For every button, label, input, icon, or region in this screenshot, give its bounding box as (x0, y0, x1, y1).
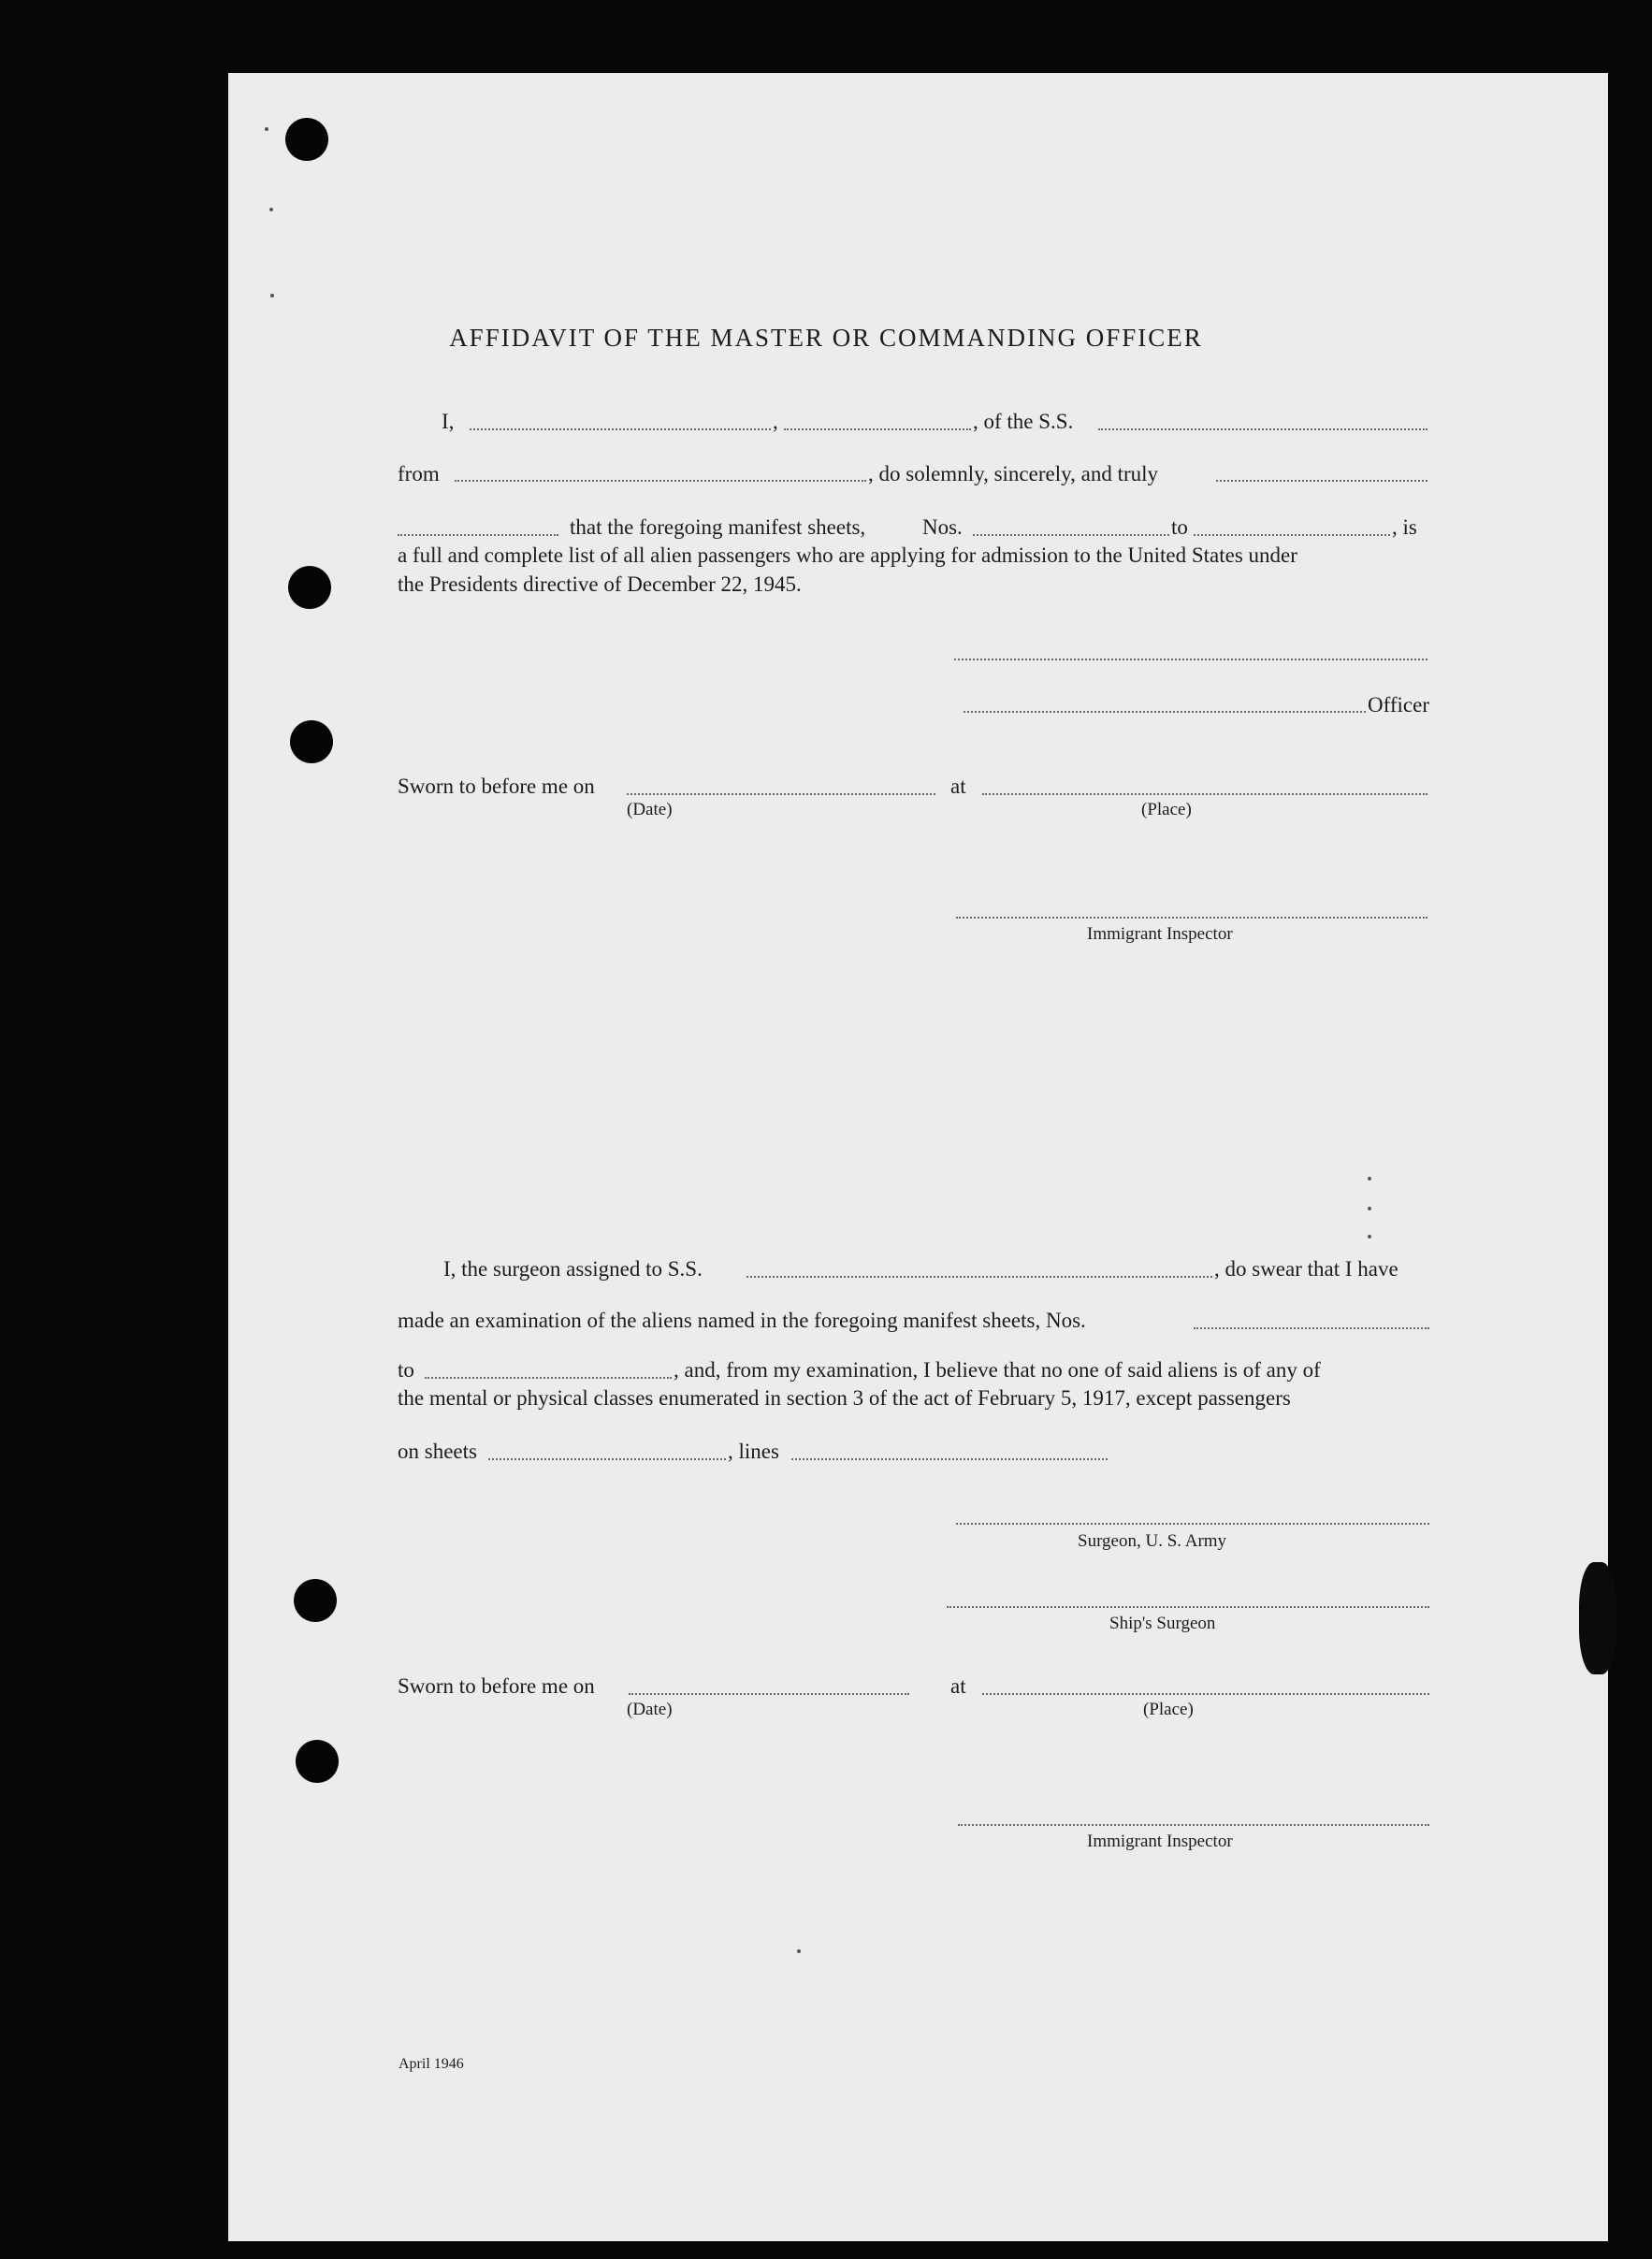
text-at-2: at (950, 1674, 966, 1698)
text-i: I, (442, 410, 455, 433)
blank-surgeon-ship (746, 1276, 1212, 1278)
text-surgeon-to: to (398, 1358, 414, 1382)
signature-line-inspector-1 (956, 917, 1427, 919)
text-surgeon-1: I, the surgeon assigned to S.S. (443, 1257, 703, 1281)
text-line3: the Presidents directive of December 22, 1945. (398, 572, 802, 596)
document-page (228, 73, 1608, 2241)
blank-port (455, 480, 866, 482)
page-title: AFFIDAVIT OF THE MASTER OR COMMANDING OFFICER (449, 324, 1203, 352)
signature-line-army-surgeon (956, 1523, 1429, 1525)
text-solemnly: , do solemnly, sincerely, and truly (868, 462, 1159, 485)
text-from: from (398, 462, 440, 485)
blank-sworn-date-2 (629, 1693, 909, 1695)
signature-line-officer (964, 711, 1366, 713)
punch-hole (285, 118, 328, 161)
paper-speck (270, 294, 274, 297)
text-sworn-2: Sworn to before me on (398, 1674, 595, 1698)
paper-speck (1368, 1207, 1371, 1210)
text-line2: a full and complete list of all alien passengers who are applying for admission to the United States under (398, 543, 1297, 567)
paper-speck (797, 1949, 801, 1953)
blank-sworn-place-2 (982, 1693, 1429, 1695)
blank-surgeon-sheet-from (1194, 1327, 1429, 1329)
blank-master-rank (784, 428, 971, 430)
label-place-2: (Place) (1143, 1700, 1194, 1719)
blank-oath-word (1216, 480, 1427, 482)
text-that: that the foregoing manifest sheets, (570, 515, 866, 539)
blank-oath-word-2 (398, 534, 558, 536)
blank-lines (791, 1458, 1108, 1460)
punch-hole (294, 1579, 337, 1622)
blank-on-sheets (488, 1458, 726, 1460)
paper-speck (269, 208, 273, 211)
text-at-1: at (950, 775, 966, 798)
text-made: made an examination of the aliens named in the foregoing manifest sheets, Nos. (398, 1309, 1086, 1332)
label-place-1: (Place) (1141, 800, 1192, 819)
label-inspector-1: Immigrant Inspector (1087, 924, 1233, 944)
signature-line-ship-surgeon (947, 1606, 1429, 1608)
label-army-surgeon: Surgeon, U. S. Army (1078, 1531, 1227, 1551)
label-date-2: (Date) (627, 1700, 673, 1719)
text-sworn-1: Sworn to before me on (398, 775, 595, 798)
paper-speck (265, 127, 268, 131)
torn-edge-mark (1579, 1562, 1616, 1674)
text-to: to (1171, 515, 1188, 539)
label-date-1: (Date) (627, 800, 673, 819)
blank-sworn-date-1 (627, 793, 935, 795)
text-lines: , lines (728, 1440, 779, 1463)
blank-sworn-place-1 (982, 793, 1427, 795)
punch-hole (296, 1740, 339, 1783)
blank-surgeon-sheet-to (425, 1377, 672, 1379)
blank-sheet-to (1194, 534, 1390, 536)
text-line4: the mental or physical classes enumerated in section 3 of the act of February 5, 1917, except passengers (398, 1386, 1291, 1410)
label-ship-surgeon: Ship's Surgeon (1109, 1614, 1216, 1633)
text-comma: , (773, 410, 778, 433)
blank-ship-name (1098, 428, 1427, 430)
punch-hole (288, 566, 331, 609)
text-is: , is (1392, 515, 1417, 539)
paper-speck (1368, 1177, 1371, 1180)
signature-line-inspector-2 (958, 1824, 1429, 1826)
paper-speck (1368, 1235, 1371, 1238)
text-and: , and, from my examination, I believe that no one of said aliens is of any of (674, 1358, 1321, 1382)
text-of-ss: , of the S.S. (973, 410, 1074, 433)
text-officer: Officer (1368, 693, 1429, 717)
blank-sheet-from (973, 534, 1169, 536)
form-date: April 1946 (399, 2056, 464, 2072)
blank-master-name (470, 428, 771, 430)
signature-line-master (954, 659, 1427, 660)
text-on-sheets: on sheets (398, 1440, 477, 1463)
text-nos: Nos. (922, 515, 963, 539)
punch-hole (290, 720, 333, 763)
text-swear: , do swear that I have (1214, 1257, 1398, 1281)
label-inspector-2: Immigrant Inspector (1087, 1832, 1233, 1851)
